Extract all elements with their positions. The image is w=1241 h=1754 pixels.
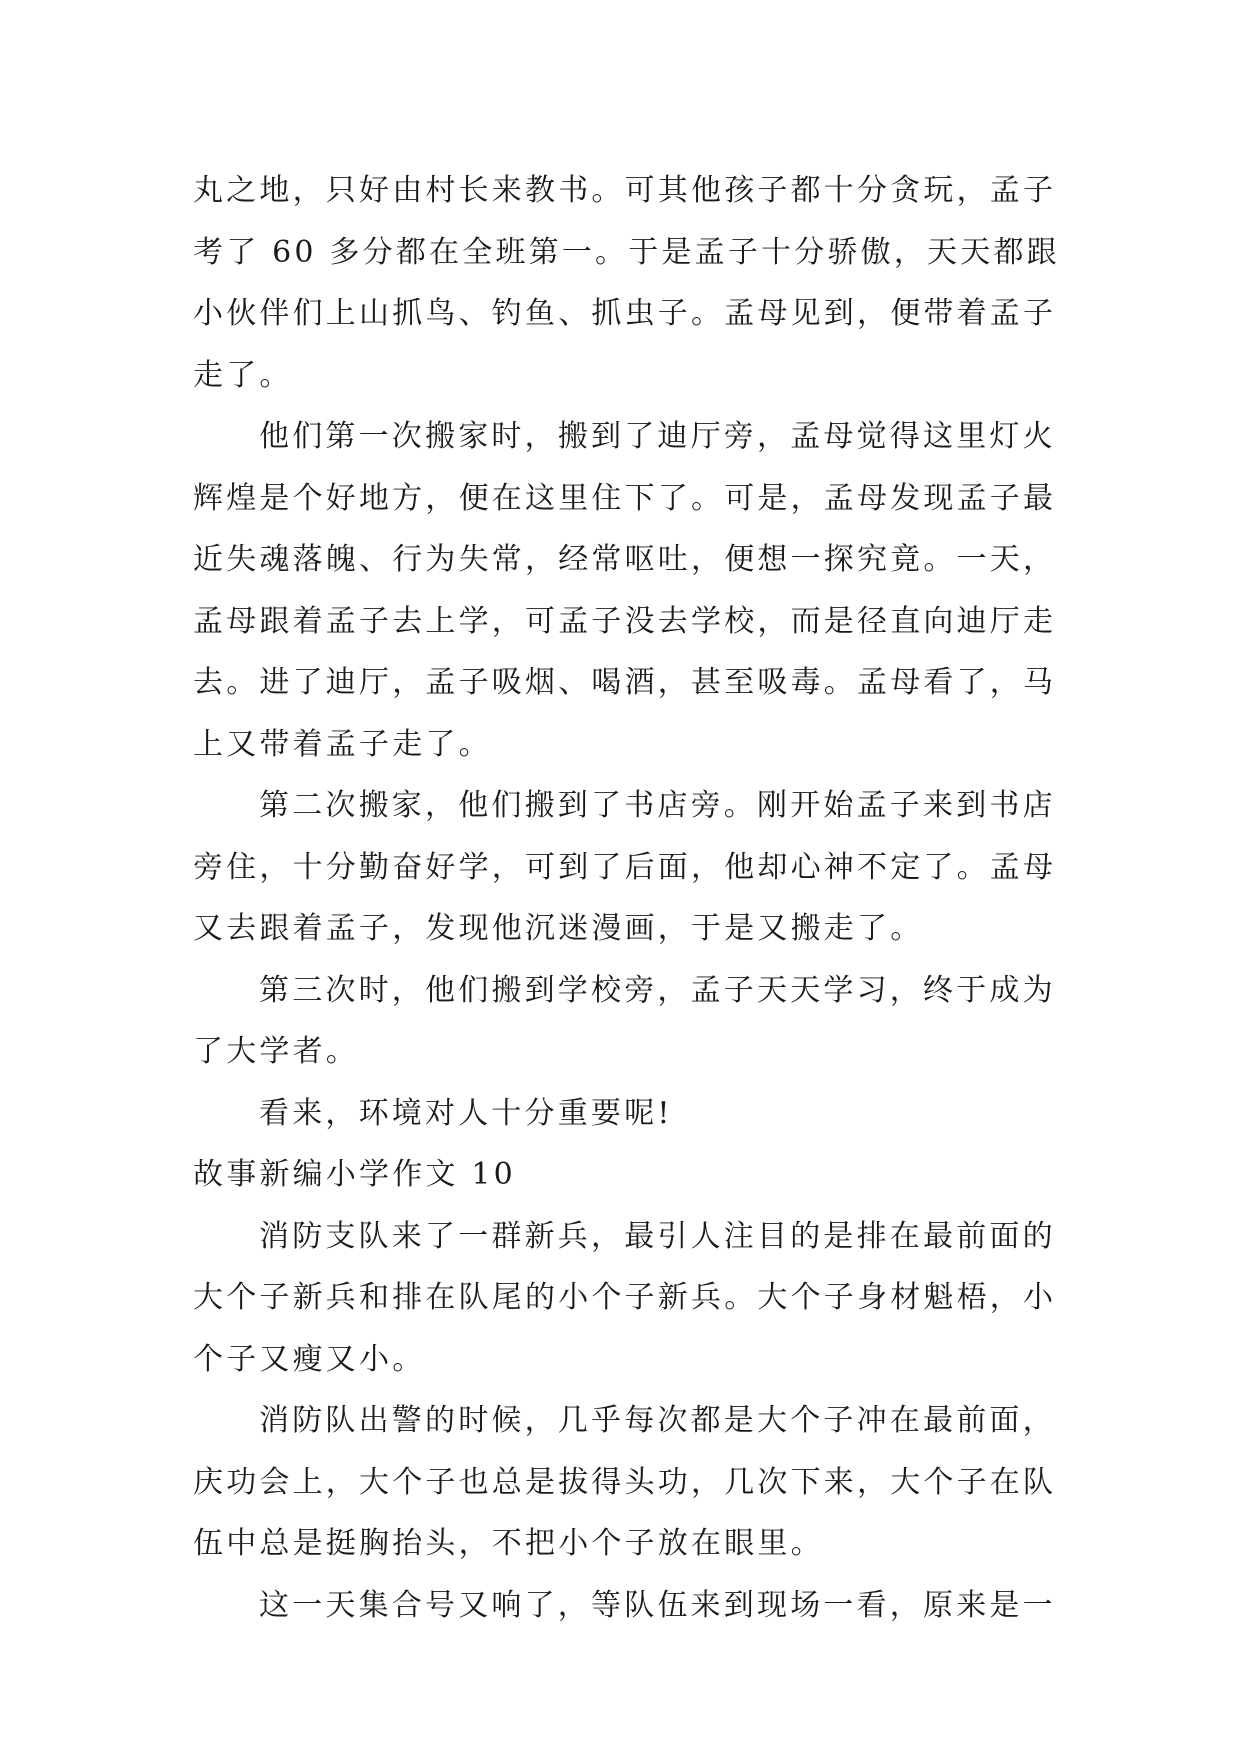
- text-line: 消防队出警的时候，几乎每次都是大个子冲在最前面，: [259, 1403, 1056, 1438]
- text-line: 他们第一次搬家时，搬到了迪厅旁，孟母觉得这里灯火: [259, 419, 1056, 454]
- text-line: 走了。: [193, 357, 293, 393]
- text-line: 了大学者。: [193, 1034, 359, 1069]
- section-heading: 故事新编小学作文 10: [193, 1157, 516, 1192]
- text-line: 看来，环境对人十分重要呢!: [259, 1095, 673, 1131]
- text-line: 大个子新兵和排在队尾的小个子新兵。大个子身材魁梧，小: [193, 1280, 1057, 1315]
- text-line: 去。进了迪厅，孟子吸烟、喝酒，甚至吸毒。孟母看了，马: [193, 665, 1057, 700]
- text-line: 上又带着孟子走了。: [193, 726, 492, 762]
- text-line: 旁住，十分勤奋好学，可到了后面，他却心神不定了。孟母: [193, 849, 1057, 885]
- text-line: 丸之地，只好由村长来教书。可其他孩子都十分贪玩，孟子: [193, 173, 1057, 208]
- document-page: [193, 160, 1060, 1636]
- text-line: 第三次时，他们搬到学校旁，孟子天天学习，终于成为: [259, 972, 1056, 1008]
- text-line: 第二次搬家，他们搬到了书店旁。刚开始孟子来到书店: [259, 788, 1056, 823]
- text-line: 庆功会上，大个子也总是拔得头功，几次下来，大个子在队: [193, 1464, 1057, 1500]
- text-line: 孟母跟着孟子去上学，可孟子没去学校，而是径直向迪厅走: [193, 603, 1057, 639]
- text-line: 又去跟着孟子，发现他沉迷漫画，于是又搬走了。: [193, 911, 924, 946]
- text-line: 辉煌是个好地方，便在这里住下了。可是，孟母发现孟子最: [193, 480, 1057, 516]
- text-line: 这一天集合号又响了，等队伍来到现场一看，原来是一: [259, 1587, 1056, 1623]
- text-line: 考了 60 多分都在全班第一。于是孟子十分骄傲，天天都跟: [193, 234, 1060, 270]
- text-line: 个子又瘦又小。: [193, 1341, 426, 1377]
- text-line: 消防支队来了一群新兵，最引人注目的是排在最前面的: [259, 1218, 1056, 1254]
- text-line: 小伙伴们上山抓鸟、钓鱼、抓虫子。孟母见到，便带着孟子: [193, 296, 1057, 331]
- text-line: 伍中总是挺胸抬头，不把小个子放在眼里。: [193, 1526, 824, 1561]
- text-line: 近失魂落魄、行为失常，经常呕吐，便想一探究竟。一天，: [193, 542, 1057, 577]
